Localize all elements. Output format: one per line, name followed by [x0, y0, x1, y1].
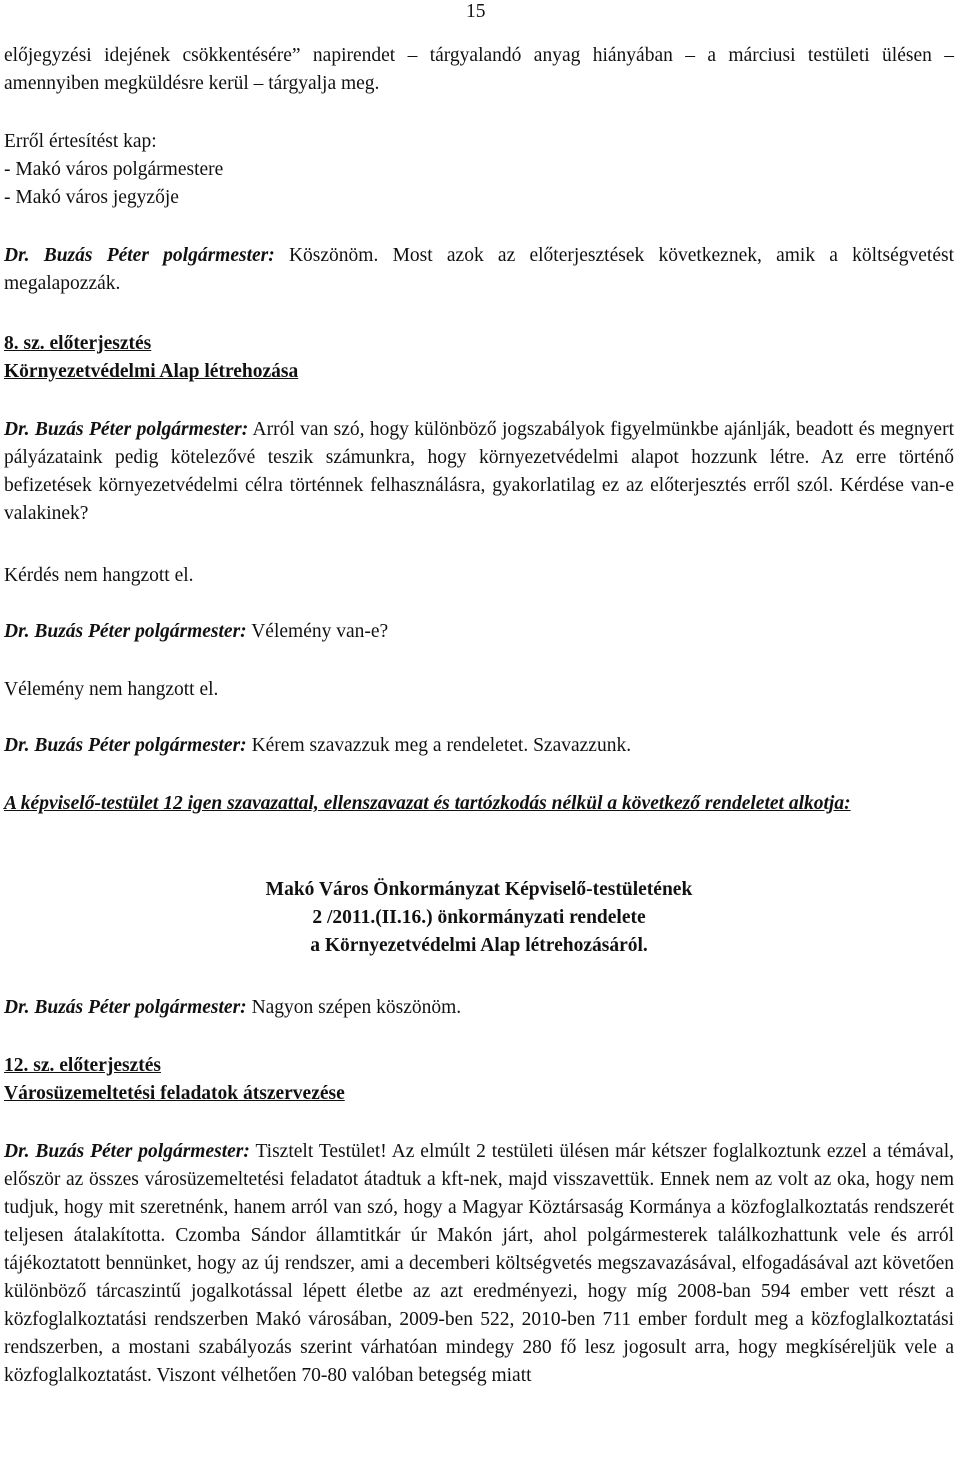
- decree-title: [4, 876, 954, 960]
- no-question-note: Kérdés nem hangzott el.: [4, 565, 194, 586]
- speech-text: Kérem szavazzuk meg a rendeletet. Szavazzunk.: [251, 735, 632, 756]
- agenda-item-12: [4, 1052, 954, 1108]
- speech-paragraph: [4, 994, 954, 1022]
- speaker-label: Dr. Buzás Péter polgármester:: [4, 1141, 250, 1162]
- speech-paragraph: [4, 416, 954, 528]
- notification-heading: Erről értesítést kap:: [4, 131, 157, 152]
- decree-line: 2 /2011.(II.16.) önkormányzati rendelete: [312, 907, 646, 928]
- notification-item: - Makó város polgármestere: [4, 159, 224, 180]
- notification-item: - Makó város jegyzője: [4, 187, 179, 208]
- agenda-item-title: Városüzemeltetési feladatok átszervezése: [4, 1083, 345, 1104]
- speech-text: Köszönöm. Most azok az előterjesztések következnek, amik a költségvetést megalapozzák.: [4, 245, 954, 294]
- agenda-item-number: 8. sz. előterjesztés: [4, 333, 152, 354]
- decree-line: a Környezetvédelmi Alap létrehozásáról.: [310, 935, 648, 956]
- speech-text: Nagyon szépen köszönöm.: [251, 997, 462, 1018]
- speech-text: Tisztelt Testület! Az elmúlt 2 testületi ülésen már kétszer foglalkoztunk ezzel a témával, először az összes városüzemeltetési feladatot átadtuk a kft-nek, majd visszavettük. Ennek nem az volt az oka, hogy nem tudjuk, hogy mit szeretnénk, hanem arról van szó, hogy a Magyar Köztársaság Kormánya a közfoglalkoztatás rendszerét teljesen átalakította. Czomba Sándor államtitkár úr Makón járt, ahol polgármesterek találkozhattunk vele és arról tájékoztatott bennünket, hogy az új rendszer, ami a decemberi költségvetés megszavazásával, elfogadásával azt követően különböző tárcaszintű jogalkotással lépett életbe az azt eredményezi, hogy míg 2008-ban 594 ember vett részt a közfoglalkoztatási rendszerben Makó városában, 2009-ben 522, 2010-ben 711 ember fordult meg a közfoglalkoztatási rendszerben, a mostani szabályozás szerint várhatóan mindegy 280 fő lesz jogosult arra, hogy megkíséreljük vele a közfoglalkoztatást. Viszont vélhetően 70-80 valóban betegség miatt: [4, 1141, 954, 1386]
- speech-text: Arról van szó, hogy különböző jogszabályok figyelmünkbe ajánlják, beadott és megnyert pályázataink pedig kötelezővé teszik számunkra, hogy környezetvédelmi alapot hozzunk létre. Az erre történő befizetések környezetvédelmi célra történnek felhasználásra, gyakorlatilag ez az előterjesztés erről szól. Kérdése van-e valakinek?: [4, 419, 954, 524]
- no-opinion-note: Vélemény nem hangzott el.: [4, 679, 219, 700]
- speaker-label: Dr. Buzás Péter polgármester:: [4, 621, 247, 642]
- agenda-item-number: 12. sz. előterjesztés: [4, 1055, 161, 1076]
- speech-text: Vélemény van-e?: [251, 621, 389, 642]
- speaker-label: Dr. Buzás Péter polgármester:: [4, 245, 275, 266]
- intro-paragraph: előjegyzési idejének csökkentésére” napirendet – tárgyalandó anyag hiányában – a márciusi testületi ülésen – amennyiben megküldésre kerül – tárgyalja meg.: [4, 45, 954, 94]
- agenda-item-8: [4, 330, 954, 386]
- speech-paragraph: [4, 618, 954, 646]
- notification-list: [4, 128, 954, 212]
- speech-paragraph: [4, 242, 954, 298]
- decree-line: Makó Város Önkormányzat Képviselő-testületének: [265, 879, 693, 900]
- page-number: 15: [466, 1, 486, 22]
- speech-paragraph: [4, 1138, 954, 1390]
- speaker-label: Dr. Buzás Péter polgármester:: [4, 419, 249, 440]
- speaker-label: Dr. Buzás Péter polgármester:: [4, 735, 247, 756]
- decision-statement: A képviselő-testület 12 igen szavazattal, ellenszavazat és tartózkodás nélkül a következő rendeletet alkotja:: [4, 793, 851, 814]
- agenda-item-title: Környezetvédelmi Alap létrehozása: [4, 361, 299, 382]
- speech-paragraph: [4, 732, 954, 760]
- speaker-label: Dr. Buzás Péter polgármester:: [4, 997, 247, 1018]
